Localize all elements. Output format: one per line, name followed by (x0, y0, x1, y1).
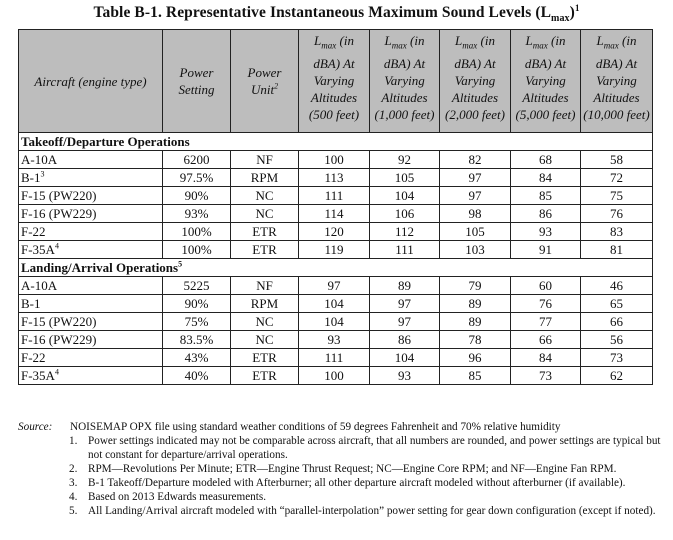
lmax-value-cell: 91 (511, 241, 581, 259)
lmax-value-cell: 85 (511, 187, 581, 205)
lmax-value-cell: 66 (581, 313, 653, 331)
lmax-value-cell: 97 (370, 295, 440, 313)
power-setting-cell: 5225 (163, 277, 231, 295)
lmax-value-cell: 65 (581, 295, 653, 313)
lmax-value-cell: 104 (370, 349, 440, 367)
table-row (19, 331, 653, 349)
lmax-value-cell: 89 (440, 295, 511, 313)
footnote: 2. RPM—Revolutions Per Minute; ETR—Engine Thrust Request; NC—Engine Core RPM; and NF—Engine Fan RPM. (69, 463, 617, 475)
aircraft-cell: F-16 (PW229) (19, 331, 163, 349)
table-row (19, 367, 653, 385)
lmax-value-cell: 111 (299, 349, 370, 367)
aircraft-cell: F-15 (PW220) (19, 187, 163, 205)
lmax-value-cell: 84 (511, 169, 581, 187)
lmax-value-cell: 85 (440, 367, 511, 385)
power-unit-cell: NC (231, 313, 299, 331)
table-row (19, 187, 653, 205)
section-header-row (19, 133, 653, 151)
table-row (19, 313, 653, 331)
aircraft-cell: $F-35A^4$ (19, 241, 163, 259)
aircraft-cell: F-22 (19, 223, 163, 241)
lmax-value-cell: 120 (299, 223, 370, 241)
power-unit-cell: ETR (231, 349, 299, 367)
table-row (19, 241, 653, 259)
aircraft-cell: $F-35A^4$ (19, 367, 163, 385)
power-setting-cell: 100% (163, 241, 231, 259)
lmax-value-cell: 93 (370, 367, 440, 385)
lmax-value-cell: 92 (370, 151, 440, 169)
section-title: Landing/Arrival Operations$^5$ (19, 259, 653, 277)
lmax-value-cell: 119 (299, 241, 370, 259)
lmax-value-cell: 68 (511, 151, 581, 169)
power-setting-cell: 100% (163, 223, 231, 241)
lmax-value-cell: 46 (581, 277, 653, 295)
aircraft-cell: A-10A (19, 151, 163, 169)
table-title: Table B-1. Representative Instantaneous Maximum Sound Levels $(L_{max})^1$ (93, 2, 580, 25)
lmax-value-cell: 58 (581, 151, 653, 169)
lmax-value-cell: 97 (299, 277, 370, 295)
lmax-value-cell: 73 (511, 367, 581, 385)
lmax-value-cell: 105 (370, 169, 440, 187)
header-alt-2000: $L_{max}$ (in dBA) At Varying Altitudes (2,000 feet) (440, 30, 511, 133)
lmax-value-cell: 97 (370, 313, 440, 331)
lmax-value-cell: 111 (370, 241, 440, 259)
lmax-value-cell: 96 (440, 349, 511, 367)
lmax-value-cell: 82 (440, 151, 511, 169)
lmax-value-cell: 114 (299, 205, 370, 223)
header-aircraft: Aircraft (engine type) (19, 30, 163, 133)
footnote: 3. B-1 Takeoff/Departure modeled with Afterburner; all other departure aircraft modeled without afterburner (if available). (69, 477, 626, 489)
footnote: 1. Power settings indicated may not be comparable across aircraft, that all numbers are rounded, and power settings are typical but not constant for departure/arrival operations. (69, 435, 661, 461)
lmax-value-cell: 89 (440, 313, 511, 331)
lmax-value-cell: 73 (581, 349, 653, 367)
lmax-value-cell: 76 (581, 205, 653, 223)
lmax-value-cell: 56 (581, 331, 653, 349)
power-unit-cell: NC (231, 205, 299, 223)
lmax-value-cell: 72 (581, 169, 653, 187)
header-power-unit: Power Unit$^2$ (231, 30, 299, 133)
power-setting-cell: 90% (163, 295, 231, 313)
aircraft-cell: F-15 (PW220) (19, 313, 163, 331)
section-header-row (19, 259, 653, 277)
lmax-value-cell: 104 (370, 187, 440, 205)
lmax-value-cell: 75 (581, 187, 653, 205)
power-setting-cell: 43% (163, 349, 231, 367)
lmax-value-cell: 104 (299, 313, 370, 331)
lmax-value-cell: 81 (581, 241, 653, 259)
header-alt-10000: $L_{max}$ (in dBA) At Varying Altitudes (10,000 feet) (581, 30, 653, 133)
aircraft-cell: $B-1^3$ (19, 169, 163, 187)
header-row (19, 30, 653, 133)
lmax-value-cell: 62 (581, 367, 653, 385)
lmax-value-cell: 66 (511, 331, 581, 349)
lmax-value-cell: 111 (299, 187, 370, 205)
aircraft-cell: F-16 (PW229) (19, 205, 163, 223)
power-setting-cell: 83.5% (163, 331, 231, 349)
footnotes-list (18, 434, 668, 518)
power-unit-cell: ETR (231, 367, 299, 385)
lmax-value-cell: 84 (511, 349, 581, 367)
lmax-value-cell: 97 (440, 169, 511, 187)
lmax-value-cell: 105 (440, 223, 511, 241)
aircraft-cell: F-22 (19, 349, 163, 367)
lmax-value-cell: 86 (511, 205, 581, 223)
lmax-value-cell: 103 (440, 241, 511, 259)
power-unit-cell: NF (231, 151, 299, 169)
aircraft-cell: A-10A (19, 277, 163, 295)
footnote: 5. All Landing/Arrival aircraft modeled with “parallel-interpolation” power setting for gear down configuration (except if noted). (69, 505, 656, 517)
lmax-value-cell: 60 (511, 277, 581, 295)
lmax-value-cell: 77 (511, 313, 581, 331)
lmax-value-cell: 112 (370, 223, 440, 241)
power-setting-cell: 90% (163, 187, 231, 205)
table-row (19, 151, 653, 169)
lmax-value-cell: 97 (440, 187, 511, 205)
header-alt-5000: $L_{max}$ (in dBA) At Varying Altitudes (5,000 feet) (511, 30, 581, 133)
power-unit-cell: NC (231, 187, 299, 205)
section-title: Takeoff/Departure Operations (19, 133, 653, 151)
table-notes (18, 420, 668, 518)
header-power-setting: Power Setting (163, 30, 231, 133)
header-alt-1000: $L_{max}$ (in dBA) At Varying Altitudes (1,000 feet) (370, 30, 440, 133)
power-setting-cell: 40% (163, 367, 231, 385)
table-row (19, 205, 653, 223)
footnote: 4. Based on 2013 Edwards measurements. (69, 491, 267, 503)
sound-levels-table (18, 29, 653, 385)
lmax-value-cell: 86 (370, 331, 440, 349)
power-unit-cell: RPM (231, 169, 299, 187)
source-text: NOISEMAP OPX file using standard weather conditions of 59 degrees Fahrenheit and 70% relative humidity (70, 421, 561, 433)
lmax-value-cell: 79 (440, 277, 511, 295)
aircraft-cell: B-1 (19, 295, 163, 313)
power-unit-cell: ETR (231, 241, 299, 259)
power-setting-cell: 93% (163, 205, 231, 223)
lmax-value-cell: 89 (370, 277, 440, 295)
power-setting-cell: 97.5% (163, 169, 231, 187)
lmax-value-cell: 104 (299, 295, 370, 313)
power-setting-cell: 75% (163, 313, 231, 331)
header-alt-500: $L_{max}$ (in dBA) At Varying Altitudes (500 feet) (299, 30, 370, 133)
power-setting-cell: 6200 (163, 151, 231, 169)
lmax-value-cell: 83 (581, 223, 653, 241)
lmax-value-cell: 100 (299, 367, 370, 385)
table-row (19, 169, 653, 187)
table-body (19, 133, 653, 385)
table-row (19, 277, 653, 295)
lmax-value-cell: 106 (370, 205, 440, 223)
lmax-value-cell: 93 (299, 331, 370, 349)
lmax-value-cell: 98 (440, 205, 511, 223)
power-unit-cell: RPM (231, 295, 299, 313)
source-label: Source: (18, 421, 53, 433)
table-row (19, 295, 653, 313)
table-row (19, 349, 653, 367)
lmax-value-cell: 100 (299, 151, 370, 169)
power-unit-cell: NF (231, 277, 299, 295)
power-unit-cell: NC (231, 331, 299, 349)
lmax-value-cell: 93 (511, 223, 581, 241)
source-note (18, 420, 668, 434)
table-row (19, 223, 653, 241)
lmax-value-cell: 78 (440, 331, 511, 349)
lmax-value-cell: 76 (511, 295, 581, 313)
power-unit-cell: ETR (231, 223, 299, 241)
lmax-value-cell: 113 (299, 169, 370, 187)
